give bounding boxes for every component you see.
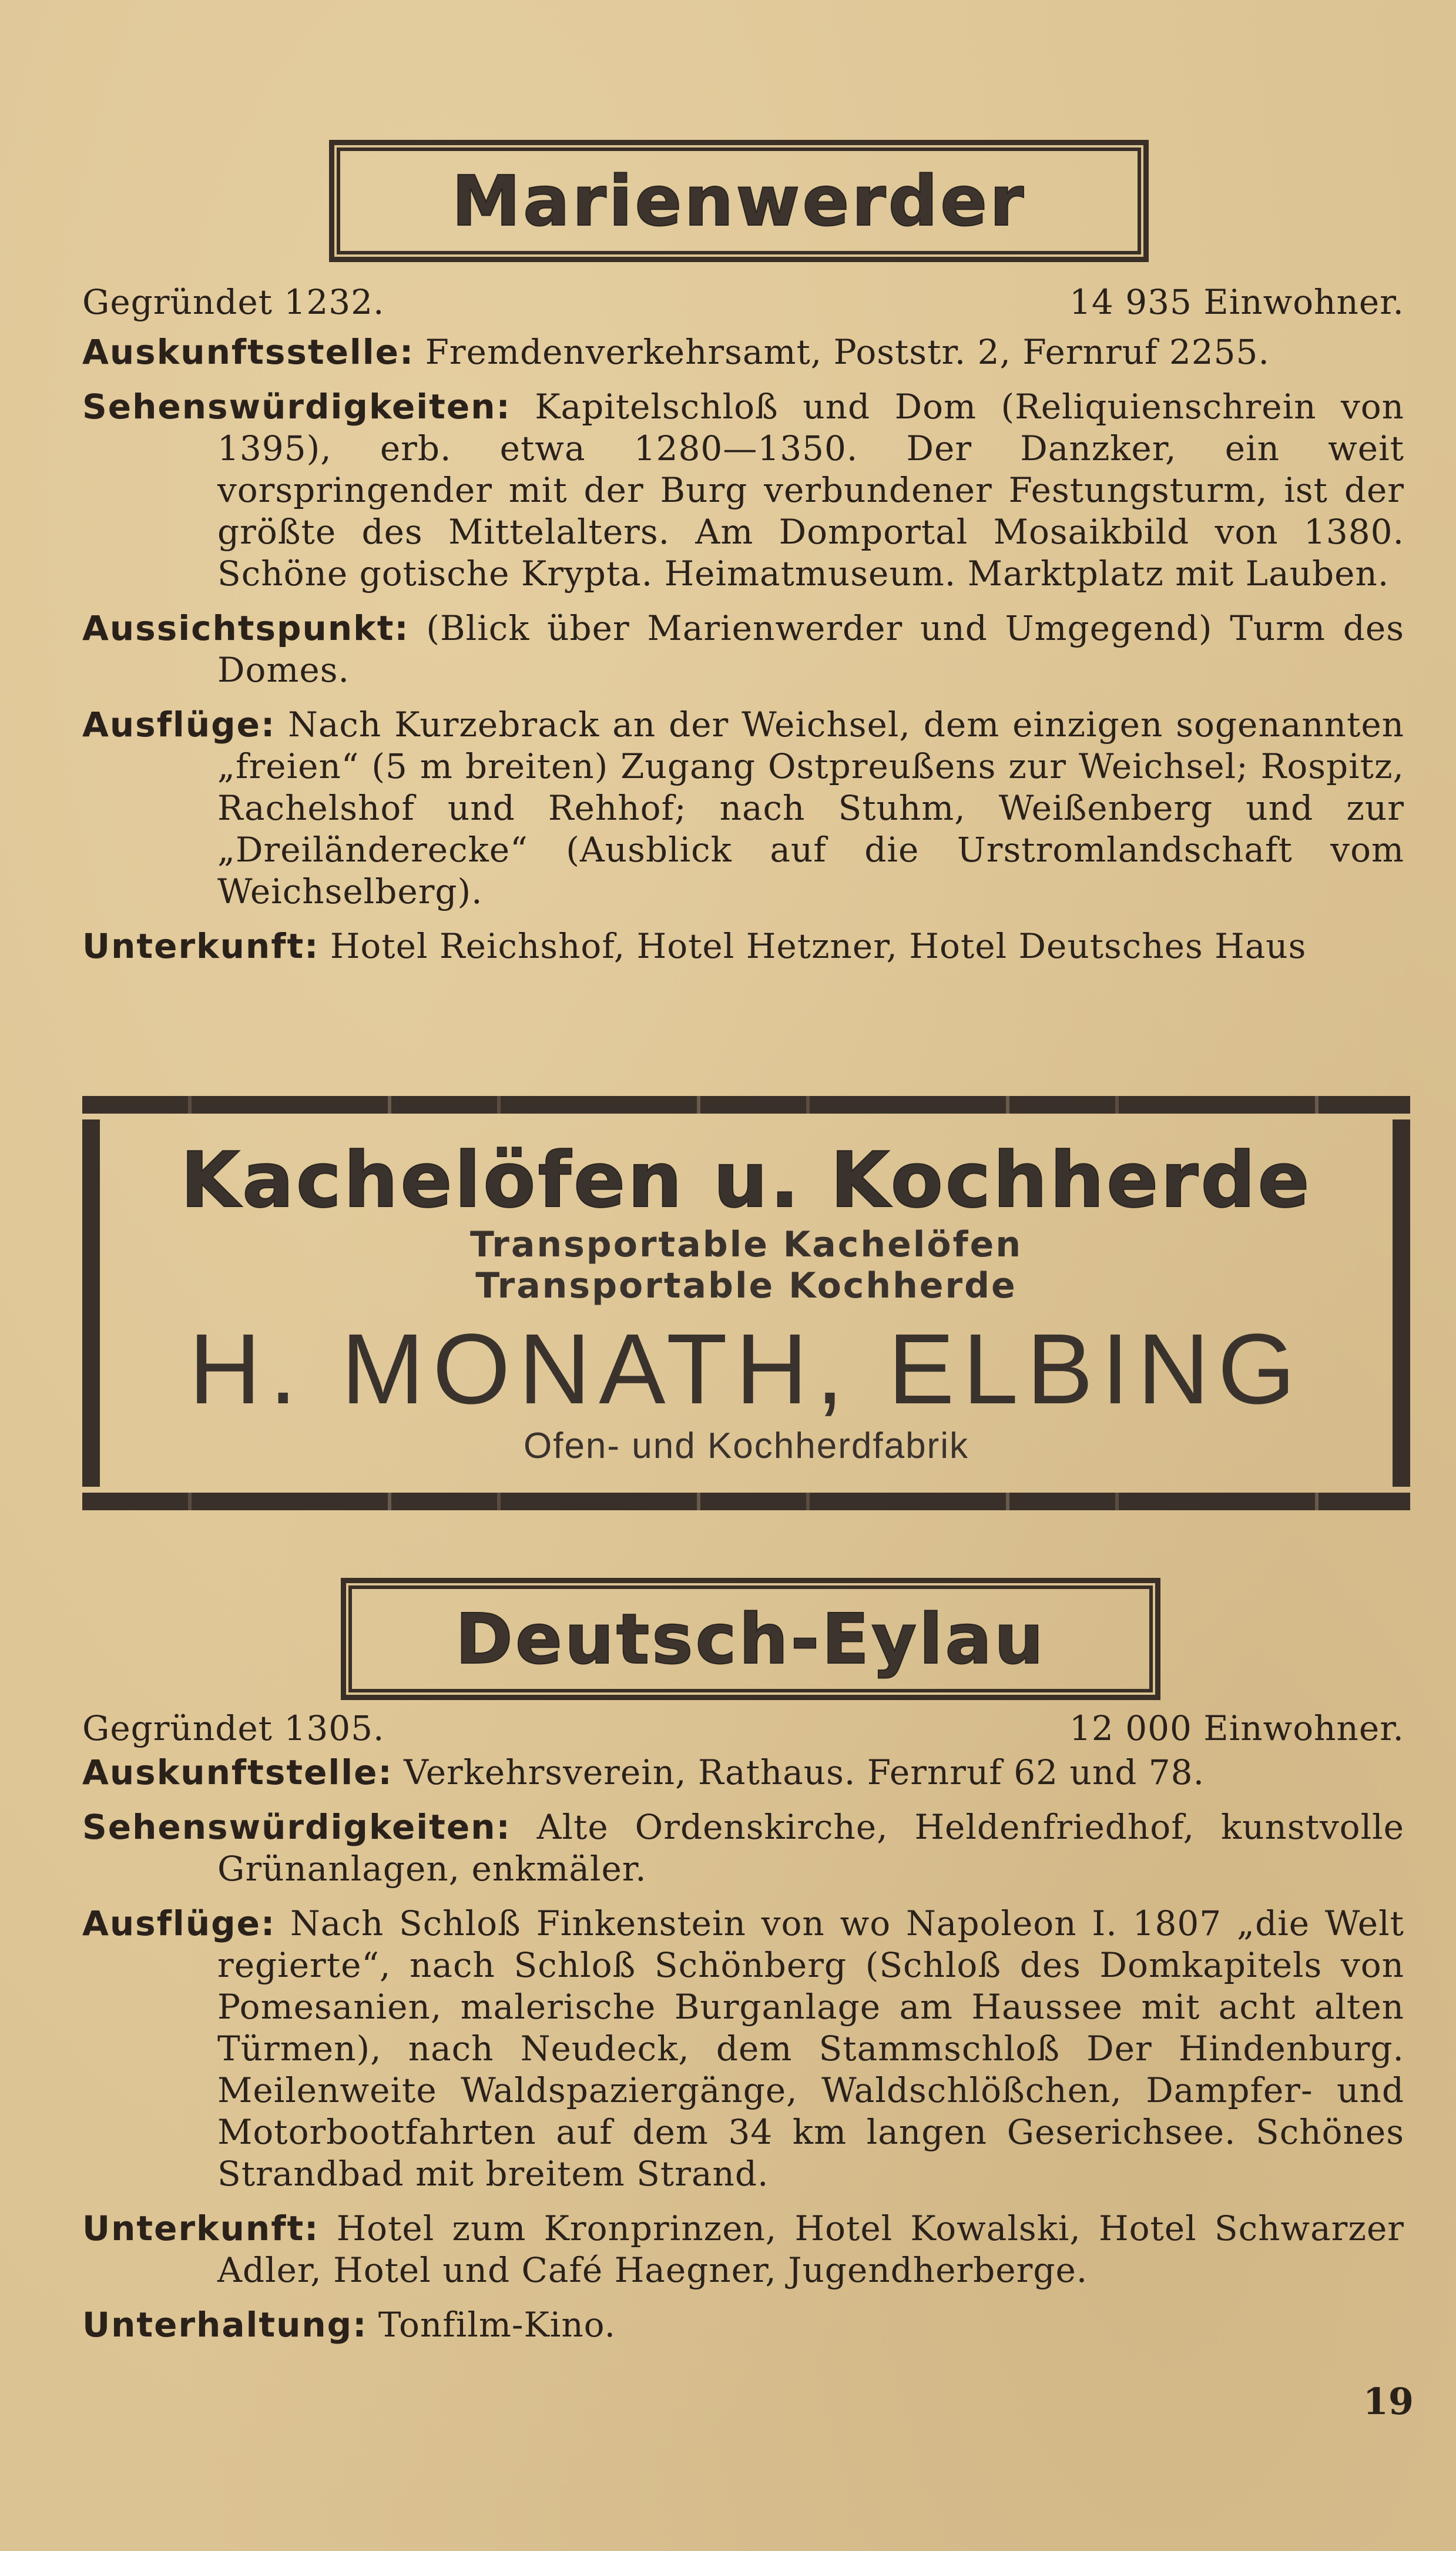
- population-text: 14 935 Einwohner.: [1069, 282, 1404, 322]
- entry-text: Kapitelschloß und Dom (Reliquienschrein von 1395), erb. etwa 1280—1350. Der Danzker, ein weit vorspringender mit der Burg verbundener Festungsturm, ist der größte des Mittelalters. Am Domportal Mosaikbild von 1380. Schöne gotische Krypta. Heimatmuseum. Marktplatz mit Lauben.: [217, 387, 1404, 594]
- entry-label: Unterkunft:: [82, 926, 320, 966]
- ad-border-left: [82, 1119, 100, 1487]
- entry: [82, 608, 1404, 691]
- entry-label: Unterhaltung:: [82, 2305, 368, 2345]
- entry: [82, 1806, 1404, 1890]
- ad-border-right: [1393, 1119, 1410, 1487]
- ad-border-top: [82, 1096, 1410, 1114]
- founded-text: Gegründet 1232.: [82, 282, 385, 322]
- ad-content: [106, 1119, 1387, 1487]
- entry: [82, 926, 1404, 967]
- entry: [82, 1903, 1404, 2195]
- entry-text: Nach Kurzebrack an der Weichsel, dem einzigen sogenannten „freien“ (5 m breiten) Zugang Ostpreußens zur Weichsel; Rospitz, Rachelshof und Rehhof; nach Stuhm, Weißenberg und zur „Dreiländerecke“ (Ausblick auf die Urstromlandschaft vom Weichselberg).: [217, 705, 1404, 911]
- entry-text: Tonfilm-Kino.: [378, 2305, 616, 2345]
- section-title-box: [341, 1578, 1160, 1700]
- entry-label: Auskunftstelle:: [82, 1752, 393, 1792]
- entry-label: Sehenswürdigkeiten:: [82, 387, 511, 427]
- founding-population-row: [82, 1707, 1404, 1749]
- ad-headline: Kachelöfen u. Kochherde: [180, 1135, 1312, 1225]
- entry-text: Verkehrsverein, Rathaus. Fernruf 62 und 78.: [404, 1752, 1205, 1792]
- section-marienwerder: [82, 281, 1404, 980]
- ad-border-bottom: [82, 1493, 1410, 1510]
- page-number: 19: [1363, 2380, 1414, 2423]
- section-title-box: [329, 140, 1149, 262]
- entry-text: Alte Ordenskirche, Heldenfriedhof, kunstvolle Grünanlagen, enkmäler.: [217, 1807, 1405, 1889]
- entry-label: Sehenswürdigkeiten:: [82, 1807, 511, 1847]
- entry: [82, 331, 1404, 373]
- entry: [82, 386, 1404, 595]
- entry: [82, 704, 1404, 913]
- entry-label: Ausflüge:: [82, 1903, 276, 1943]
- entry-text: Nach Schloß Finkenstein von wo Napoleon I. 1807 „die Welt regierte“, nach Schloß Schönberg (Schloß des Domkapitels von Pomesanien, malerische Burganlage am Haussee mit acht alten Türmen), nach Neudeck, dem Stammschloß Der Hindenburg. Meilenweite Waldspaziergänge, Waldschlößchen, Dampfer- und Motorbootfahrten auf dem 34 km langen Geserichsee. Schönes Strandbad mit breitem Strand.: [217, 1903, 1404, 2194]
- section-title: Marienwerder: [451, 160, 1026, 242]
- entry-label: Ausflüge:: [82, 705, 276, 745]
- ad-line-2: Transportable Kochherde: [475, 1265, 1017, 1306]
- population-text: 12 000 Einwohner.: [1069, 1708, 1404, 1748]
- ad-subtitle: Ofen- und Kochherdfabrik: [524, 1426, 969, 1466]
- entry-text: Fremdenverkehrsamt, Poststr. 2, Fernruf 2255.: [425, 332, 1270, 372]
- section-title: Deutsch-Eylau: [455, 1598, 1046, 1680]
- entry: [82, 2304, 1404, 2346]
- founded-text: Gegründet 1305.: [82, 1708, 385, 1748]
- entry-label: Aussichtspunkt:: [82, 608, 410, 648]
- entry: [82, 1752, 1404, 1794]
- entry-label: Auskunftsstelle:: [82, 332, 415, 372]
- entry-text: (Blick über Marienwerder und Umgegend) Turm des Domes.: [217, 608, 1404, 690]
- ad-line-1: Transportable Kachelöfen: [469, 1224, 1023, 1265]
- entry-label: Unterkunft:: [82, 2208, 320, 2248]
- founding-population-row: [82, 281, 1404, 323]
- entry: [82, 2208, 1404, 2291]
- section-deutsch-eylau: [82, 1707, 1404, 2359]
- entry-text: Hotel zum Kronprinzen, Hotel Kowalski, Hotel Schwarzer Adler, Hotel und Café Haegner, Jugendherberge.: [217, 2208, 1404, 2290]
- entry-text: Hotel Reichshof, Hotel Hetzner, Hotel Deutsches Haus: [330, 926, 1307, 966]
- ad-firm-name: H. MONATH, ELBING: [189, 1313, 1304, 1425]
- advertisement: [82, 1096, 1410, 1510]
